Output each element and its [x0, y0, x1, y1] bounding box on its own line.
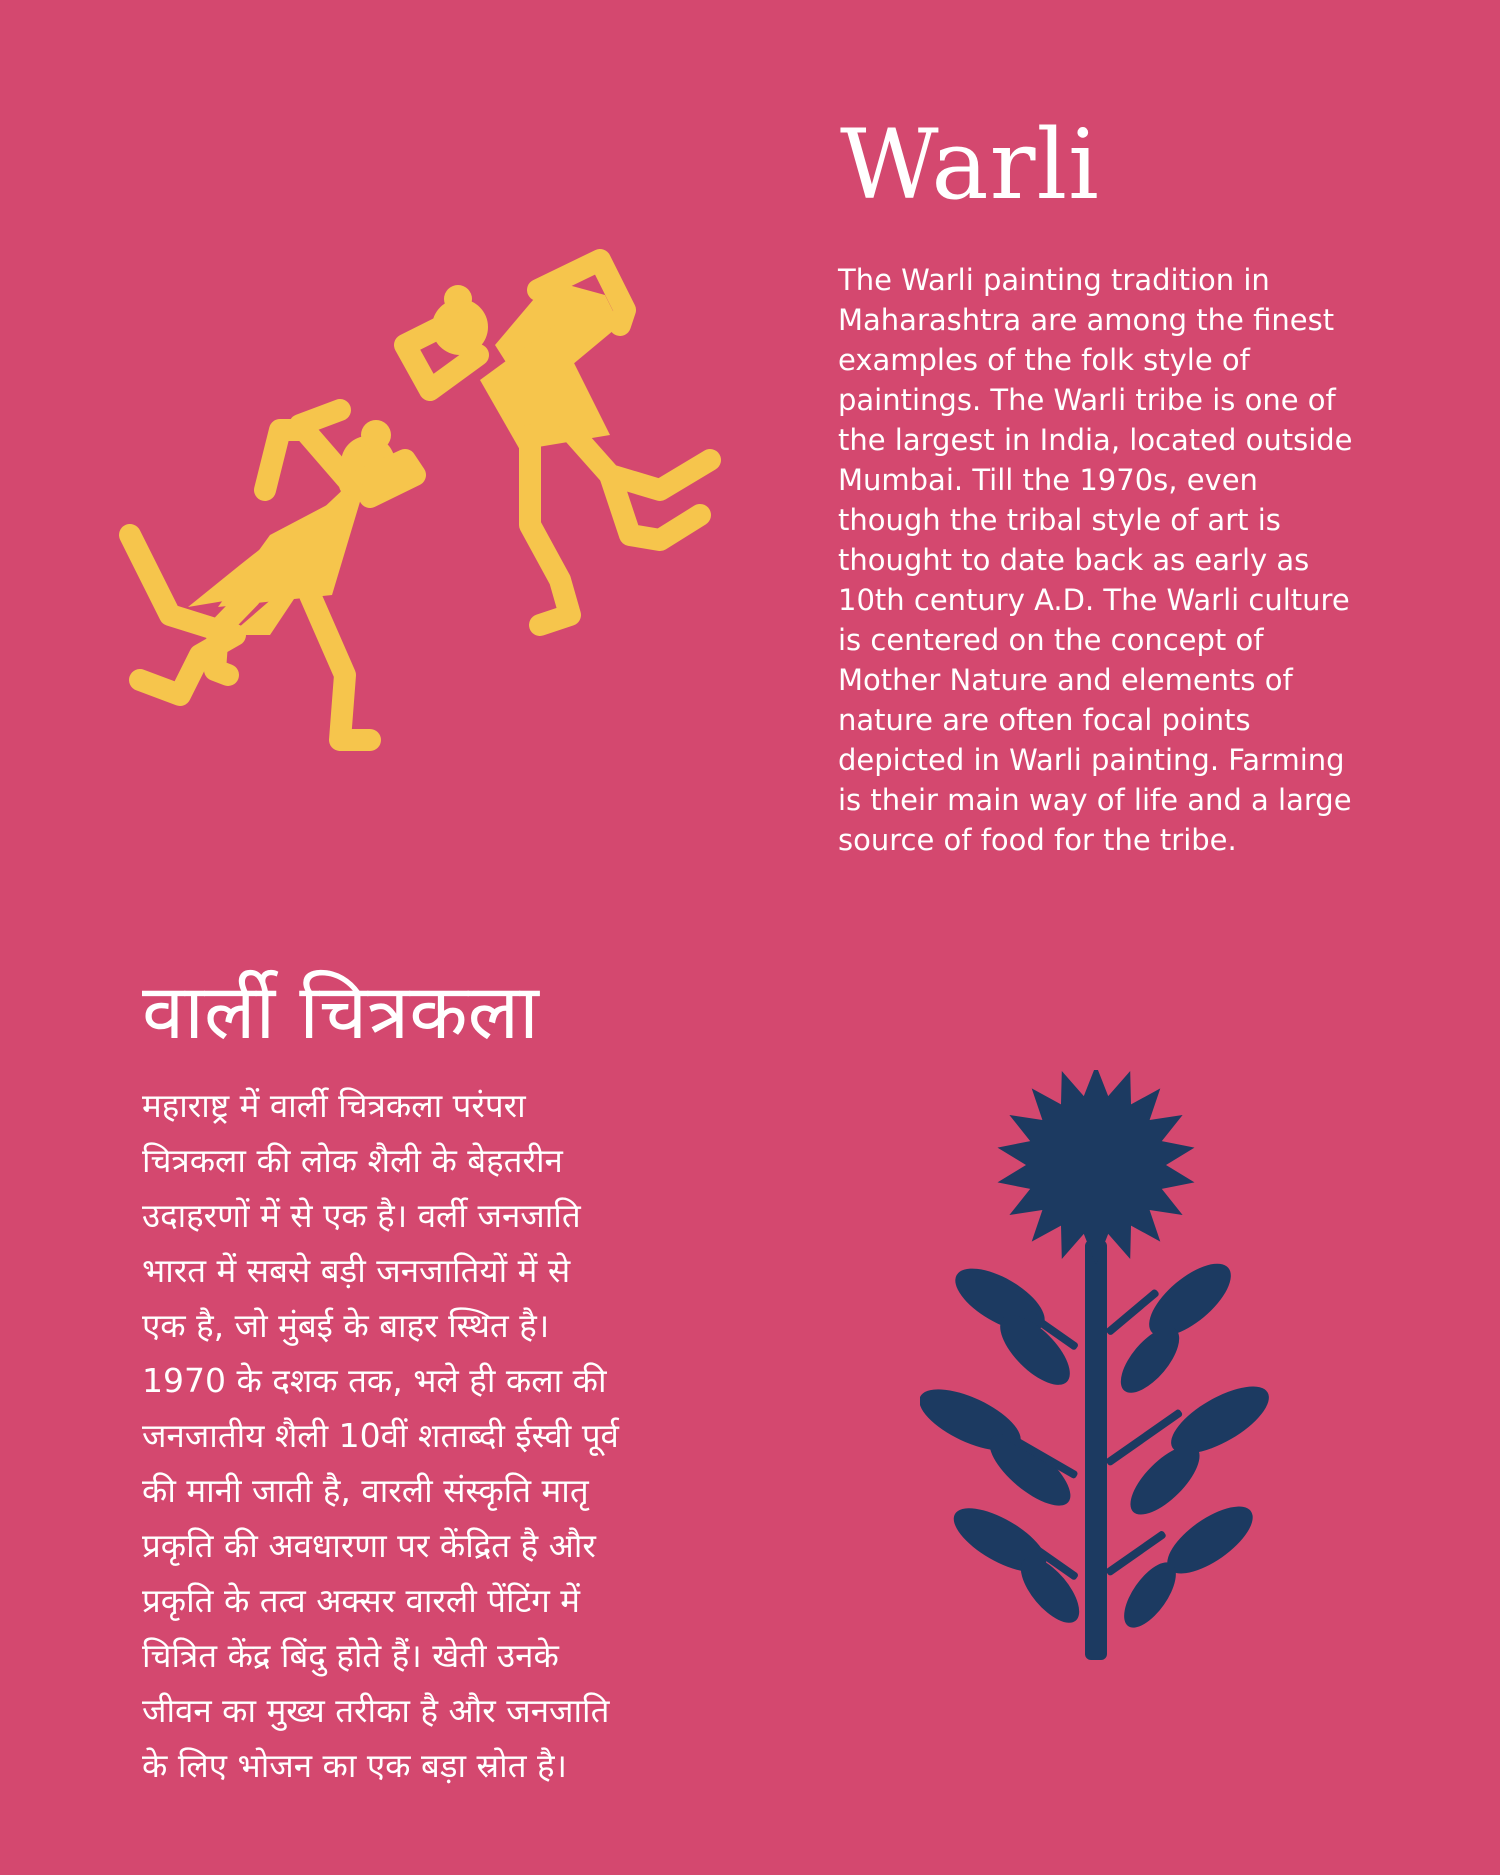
hindi-body: महाराष्ट्र में वार्ली चित्रकला परंपरा चित्रकला की लोक शैली के बेहतरीन उदाहरणों में से एक है। वर्ली जनजाति भारत में सबसे बड़ी जनजातियों में से एक है, जो मुंबई के बाहर स्थित है। 1970 के दशक तक, भले ही कला की जनजातीय शैली 10वीं शताब्दी ईस्वी पूर्व की मानी जाती है, वारली संस्कृति मातृ प्रकृति की अवधारणा पर केंद्रित है और प्रकृति के तत्व अक्सर वारली पेंटिंग में चित्रित केंद्र बिंदु होते हैं। खेती उनके जीवन का मुख्य तरीका है और जनजाति के लिए भोजन का एक बड़ा स्रोत है। — [142, 1086, 619, 1785]
english-body: The Warli painting tradition in Maharashtra are among the finest examples of the folk style of paintings. The Warli tribe is one of the largest in India, located outside Mumbai. Till the 1970s, even though the tribal style of art is thought to date back as early as 10th century A.D. The Warli culture is centered on the concept of Mother Nature and elements of nature are often focal points depicted in Warli painting. Farming is their main way of life and a large source of food for the tribe. — [838, 263, 1353, 857]
flower-bloom — [998, 1070, 1195, 1265]
flower-icon — [920, 1070, 1300, 1660]
hindi-title: वार्ली चित्रकला — [142, 967, 539, 1056]
warli-dancers-icon — [100, 235, 740, 755]
warli-figure-left — [130, 410, 415, 740]
english-title: Warli — [840, 109, 1100, 221]
warli-figure-right — [405, 260, 710, 625]
